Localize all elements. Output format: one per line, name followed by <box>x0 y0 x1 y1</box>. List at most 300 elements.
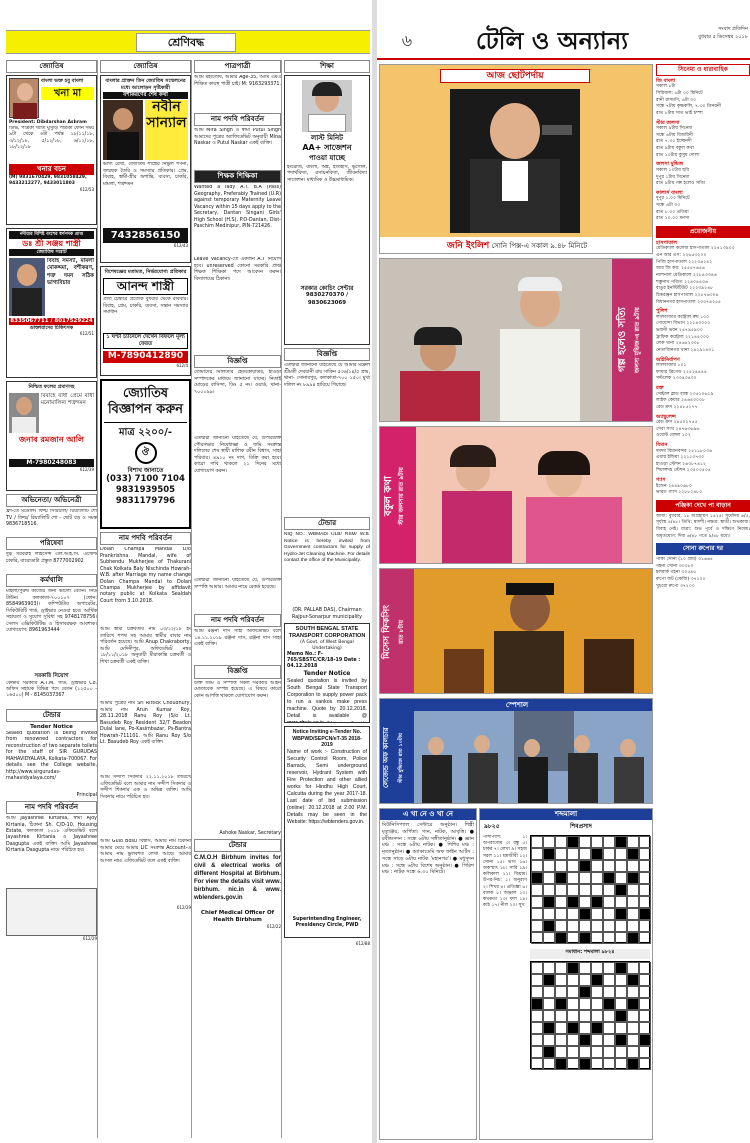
govt-jobs-text: কেন্দ্রীয় সরকারি A.T.M. গার্ড, ড্রাইভার Co. অফিস সহায়ক বিভিন্ন পদে বেতন (১২৫০০ - ১৬৫০০) M - 8145037367 <box>6 680 97 699</box>
crossword-cell <box>639 1046 651 1058</box>
section-name-change: নাম পদবি পরিবর্তন <box>6 801 97 814</box>
name-change-text-3: আমার পুত্রের নাম Sri Rittick Choudhury, আমার নাম Arun Kumar Roy, 28.11.2018 Ranu Roy (S/o Lt. Basudeb Roy Resident 32/7 Beadon Dulal lane, Po-Kasimbazar, Ps-Bantra Howrah-711101. আমি Ranu Roy S/o Lt. Basudeb Roy একই ব্যক্তি। <box>100 701 191 745</box>
crossword-cell <box>615 1022 627 1034</box>
crossword-cell[interactable] <box>615 896 627 908</box>
crossword-cell[interactable] <box>603 848 615 860</box>
police-heading: পুলিশ <box>656 308 668 315</box>
listing-line: হলমার্ক গহনা ৩০৫৪৫ <box>656 570 697 576</box>
movie-still-photo <box>450 89 580 233</box>
crossword-cell <box>591 1058 603 1070</box>
ad-phone-3: 9831179796 <box>115 495 176 506</box>
sbstc-title: SOUTH BENGAL STATE TRANSPORT CORPORATION <box>288 625 366 639</box>
crossword-block <box>543 896 555 908</box>
hospital-list <box>656 246 750 306</box>
crossword-cell <box>531 1022 543 1034</box>
crossword-cell[interactable] <box>579 848 591 860</box>
serial-still-photo <box>416 427 653 564</box>
ad-top: নদীয়ার বিশিষ্ট বংশের স্বর্ণপদক প্রাপ্ত <box>9 231 94 239</box>
crossword-cell[interactable] <box>639 932 651 944</box>
crossword-cell <box>603 1022 615 1034</box>
crossword-grid[interactable] <box>530 835 650 943</box>
crossword-setter: শিবপ্রসাদ <box>570 823 592 830</box>
crossword-cell[interactable] <box>555 908 567 920</box>
ad-phone: 7432856150 <box>103 228 188 243</box>
listing-line: সন্ধে ৬টা ৩০ <box>656 202 681 208</box>
crossword-block <box>531 872 543 884</box>
ad-footer: ১ ঘণ্টা চ্যানেলে দেখেন বিফলে মূল্য ফেরত <box>103 333 188 349</box>
tender-text: Sealed quotation is being invited from renowned contractors for reconstruction of two separate toilets for the staff of SIR GURUDAS MAHAVIDYALAYA, Kolkata-700067. For details see the College website, http://www.sirgurudas-mahavidyalaya.com/ <box>6 730 97 782</box>
listing-line: চিত্তরঞ্জন হাসপাতাল ২২৮৭৬৩০৬ <box>656 292 719 298</box>
pwd-title: Notice Inviting e-Tender No. WBPWD/SEPCN/eT-35 2018-2019 <box>292 728 362 749</box>
crossword-cell[interactable] <box>567 932 579 944</box>
crossword-cell <box>639 974 651 986</box>
crossword-cell[interactable] <box>543 932 555 944</box>
ekhane-okhane-box <box>379 808 477 1140</box>
panel-misesh-fixing <box>379 568 653 694</box>
crossword-cell <box>615 974 627 986</box>
crossword-block <box>543 920 555 932</box>
crossword-cell[interactable] <box>591 932 603 944</box>
crossword-cell <box>555 1022 567 1034</box>
panel-title: মিসেস ফিকসিং <box>382 604 392 660</box>
crossword-cell <box>567 1034 579 1046</box>
crossword-cell <box>531 1046 543 1058</box>
crossword-cell <box>591 1046 603 1058</box>
crossword-cell <box>639 1058 651 1070</box>
crossword-cell[interactable] <box>603 860 615 872</box>
crossword-block <box>567 896 579 908</box>
ad-title: বাংলা ভক্ত হবু বাংলা <box>41 78 84 85</box>
section-name-change: নাম পদবি পরিবর্তন <box>194 113 281 126</box>
crossword-cell <box>603 986 615 998</box>
panel-time: জলসা মুভিজ-এ রাত ৯টায় <box>634 307 641 373</box>
crossword-cell[interactable] <box>531 932 543 944</box>
listing-line: এন আর এস: ২২৬৫৩২০০ <box>656 252 707 258</box>
crossword-cell[interactable] <box>627 896 639 908</box>
listings-sidebar <box>656 62 750 1140</box>
crossword-cell[interactable] <box>555 884 567 896</box>
today-label: আজ ছোটপর্দায় <box>440 69 590 83</box>
listing-line: রাত ৮.৩০ প্রতিমা <box>656 209 689 215</box>
crossword-cell <box>591 1034 603 1046</box>
crossword-block <box>591 896 603 908</box>
panjika-text: আজ: বুধবার, ১৮ অগ্রহায়ণ ১৪২৫। সূর্যোদয় ৬/৫, সূর্যাস্ত ৪/৪৮। তিথি: দ্বাদশী। নক্ষত্র: স্বাতী। শুভকাজ: বিবাহ নেই। যাত্রা: শুভ পূর্বে ও দক্ষিণে নিষেধ। অমৃতযোগ: দিবা ৬/৪৮ গতে ৯/৪৮ মধ্যে। <box>656 513 750 539</box>
channel-name: স্টার জলসা <box>656 119 680 126</box>
ad-text: প্রতি চেম্বারে প্রত্যেক বুধবার থেকে রবিবার। বিবাহ, প্রেম, চাকরি, ব্যবসা, সন্তান সমস্যার সমাধান <box>103 297 188 316</box>
ad-code: 612/51 <box>79 331 94 337</box>
crossword-cell[interactable] <box>579 896 591 908</box>
sbstc-memo: Memo No.: F-765/SBSTC/CR/18-19 Date : 04.12.2018 <box>287 651 361 670</box>
crossword-title: শব্দমালা <box>480 809 652 820</box>
crossword-cell[interactable] <box>627 884 639 896</box>
crossword-cell <box>543 1010 555 1022</box>
panel-caption-bar <box>380 711 414 804</box>
crossword-cell[interactable] <box>531 836 543 848</box>
crossword-cell <box>531 1010 543 1022</box>
crossword-cell <box>627 1046 639 1058</box>
crossword-cell[interactable] <box>639 884 651 896</box>
ad-phone-1: (033) 7100 7104 <box>106 474 185 485</box>
useful-heading: প্রয়োজনীয় <box>656 226 750 238</box>
channel-name: কালার্স বাংলা <box>656 189 683 196</box>
listing-line: দুপুর ১টায় সিনেমা <box>656 174 690 180</box>
tender-title: Tender Notice <box>30 723 73 730</box>
gas-list <box>656 484 750 497</box>
crossword-cell[interactable] <box>603 896 615 908</box>
crossword-block <box>579 860 591 872</box>
crossword-block <box>627 974 639 986</box>
crossword-cell[interactable] <box>567 848 579 860</box>
crossword-cell[interactable] <box>627 836 639 848</box>
crossword-block <box>639 908 651 920</box>
crossword-cell <box>591 1010 603 1022</box>
tender-text: NIQ NO.: WBMAD/ ULB/ RSM/ W.B. Notice is hereby invited from Government contractors for supply of Hydro-Jet Cleaning Machine. For details contact the office of the Municipality. <box>284 532 370 564</box>
crossword-cell <box>543 962 555 974</box>
panel-time: স্টার জলসায় রাত ৯টায় <box>398 467 405 525</box>
crossword-block <box>579 986 591 998</box>
services-text: দুগ্ধ সরবরাহ লাইসেন্স এল.আই.সি. এজেন্ট চাকরি, বায়োডাটা প্রস্তুত 8777002902 <box>6 552 97 564</box>
crossword-cell[interactable] <box>591 908 603 920</box>
name-change-text-1: Dolan Champa Mandal D/o Prankrishna Mandal, wife of Subhendu Mukherjee of Thakurani Chak Kolkata Baly Nischinda Howrah-W.B. after Marriage my name change Dolan Champa Mandal to Dolan Champa Mukherjee by affidavit notary public at Kolkata Sealdah Court from 3.10.2018. <box>100 547 191 604</box>
ad-name-3: পাওয়া যাচ্ছে <box>308 153 346 162</box>
crossword-cell <box>603 1058 615 1070</box>
crossword-cell[interactable] <box>591 920 603 932</box>
crossword-block <box>591 1022 603 1034</box>
crossword-cell <box>591 998 603 1010</box>
ad-top: বিশেষজ্ঞের মতামত, নির্ভরযোগ্য প্রতিকার <box>104 269 187 276</box>
crossword-cell[interactable] <box>615 860 627 872</box>
gold-rate-list <box>656 557 750 590</box>
ad-phone-2: 9831939505 <box>115 485 176 496</box>
listing-line: বাঙুর ইনস্টিটিউট ২২২৩৯২৪৮ <box>656 286 714 292</box>
crossword-cell <box>639 1022 651 1034</box>
crossword-cell <box>603 1034 615 1046</box>
section-tender: টেন্ডার <box>194 839 281 852</box>
crossword-cell[interactable] <box>639 860 651 872</box>
crossword-cell <box>555 974 567 986</box>
portrait-photo <box>9 393 39 433</box>
fire-heading: অগ্নিনির্বাপণ <box>656 356 680 363</box>
crossword-cell <box>615 998 627 1010</box>
pwd-text: Name of work :- Construction of Security Control Room, Police Barrack, Semi underground reservoir, Hydrant System with Fire Protection and other allied works for Hindhu High Court, Calcutta during the year 2017-18. Last date of bid submission (online): 20.12.2018 at 2.00 P.M. Details may be seen in the Website: https://wbtenders.gov.in. <box>287 749 367 826</box>
crossword-cell[interactable] <box>567 908 579 920</box>
crossword-block <box>591 848 603 860</box>
firm-logo-icon: ঔ <box>135 442 157 464</box>
crossword-cell[interactable] <box>639 848 651 860</box>
listing-line: রাত ৮টায় সাত ভাই চম্পা <box>656 110 703 116</box>
panel-caption-bar <box>380 569 414 694</box>
classified-page <box>0 0 372 1143</box>
listing-line: সন্ধে ৭টায় কৃষ্ণকলি, ৭.৩০ ত্রিনয়নী <box>656 104 722 110</box>
crossword-cell[interactable] <box>531 920 543 932</box>
channel-listings <box>656 78 750 223</box>
crossword-cell[interactable] <box>603 884 615 896</box>
crossword-cell <box>543 1034 555 1046</box>
section-actors: অভিনেতা/ অভিনেত্রী <box>6 494 97 507</box>
crossword-cell[interactable] <box>531 884 543 896</box>
crossword-cell[interactable] <box>555 848 567 860</box>
ad-president: President: Dibdarshan Ashram <box>9 120 87 126</box>
crossword-cell <box>603 1046 615 1058</box>
crossword-block <box>579 1034 591 1046</box>
ad-text: ইংরেজি, বাংলা, অঙ্ক, ইতিহাস, ভূগোল, পদার্থবিদ্যা, রসায়নবিদ্যা, জীবনবিদ্যা সাজেশন। মাধ্যমিক ও উচ্চমাধ্যমিক। <box>287 164 367 183</box>
ad-top: নিশ্চিত ফলের প্রমাণসহ <box>28 384 75 391</box>
listing-line: লালবাজার কন্ট্রোল রুম ১০০ <box>656 314 710 320</box>
crossword-block <box>555 932 567 944</box>
name-change-text: আমি Jayashree Kirtania, স্বামী Ajoy Kirtania, ঠিকানা Sh. C/D-10, Housing Estate, কলকাতা ২০১৮ এফিডেভিট বলে Jayashree Kirtania ও Jayashree Dasgupta একই ব্যক্তি। আমি Jayashree Kirtania Dasgupta নামে পরিচিত হব। <box>6 816 97 854</box>
travel-list <box>656 449 750 476</box>
crossword-cell <box>555 986 567 998</box>
crossword-cell[interactable] <box>615 848 627 860</box>
crossword-cell[interactable] <box>639 872 651 884</box>
panel-golpo-holeo-satti <box>379 258 653 422</box>
panjika-heading: পঞ্জিকা দেখে পা বাড়ান <box>656 500 750 512</box>
crossword-block <box>579 932 591 944</box>
tender-sign: Principal <box>76 792 97 798</box>
crossword-cell[interactable] <box>627 860 639 872</box>
crossword-cell[interactable] <box>591 884 603 896</box>
crossword-cell[interactable] <box>579 920 591 932</box>
crossword-cell <box>543 998 555 1010</box>
listing-line: লেক থানা ২৪৬৪২৩০৮ <box>656 341 700 347</box>
channel-name: জলসা মুভিজ <box>656 161 684 168</box>
crossword-block <box>627 848 639 860</box>
portrait-photo <box>103 100 143 160</box>
ad-phone: M-7980248083 <box>9 459 94 467</box>
crossword-cell[interactable] <box>531 860 543 872</box>
crossword-cell[interactable] <box>543 908 555 920</box>
crossword-cell[interactable] <box>555 836 567 848</box>
crossword-cell <box>543 1058 555 1070</box>
name-change-text-2: আমি রঞ্জনা দাস সাহা অফিডেভিট বলে ১৪.১১.২০১৮ রঞ্জনা দাস, রঞ্জনা দাস সাহা একই ব্যক্তি। <box>194 629 281 648</box>
ad-name: ডঃ শ্রী সঞ্জয় শাস্ত্রী <box>22 238 81 248</box>
crossword-cell[interactable] <box>627 908 639 920</box>
panel-time: স্টার মুভিজে রাত ১০টায় <box>398 733 404 783</box>
crossword-cell[interactable] <box>615 932 627 944</box>
listing-line: লালবাজার ১০১ <box>656 363 687 369</box>
crossword-cell[interactable] <box>639 836 651 848</box>
crossword-cell <box>591 986 603 998</box>
crossword-cell[interactable] <box>603 908 615 920</box>
listing-line: রানী রাসমণি, ৬টা ৩০ <box>656 97 697 103</box>
crossword-cell[interactable] <box>543 884 555 896</box>
crossword-cell[interactable] <box>543 836 555 848</box>
ad-code: 612/4 <box>176 363 188 369</box>
panel-time: সোনি পিক্স-এ সকাল ৯.৪৮ মিনিটে <box>491 242 588 250</box>
col4-code: 612/88 <box>355 940 370 946</box>
ekhane-title: এ খা নে ও খা নে <box>380 809 476 820</box>
crossword-cell <box>579 1022 591 1034</box>
crossword-cell <box>531 1034 543 1046</box>
crossword-block <box>603 872 615 884</box>
hospital-heading: হাসপাতাল <box>656 239 678 246</box>
crossword-cell[interactable] <box>531 848 543 860</box>
ad-jyotish-advert <box>100 379 191 529</box>
crossword-block <box>543 1046 555 1058</box>
listing-line: হাওড়া স্টেশন ২৬৩৮৭৪১২ <box>656 461 707 467</box>
teacher-text-2: Leave Vacancy-তে একজন A.T নিয়োগ হবে। unreserved কোনো সরকারি প্রাপ্ত শিক্ষক শিক্ষিকা পদে আবেদন করুন। বিদ্যালয়ের ঠিকানা। <box>194 257 281 282</box>
ad-footer: খনার বচন <box>9 164 94 175</box>
ad-name-2: AA+ সাজেশন <box>302 143 352 153</box>
section-jobs: কর্মখালি <box>6 574 97 587</box>
serial-still-photo <box>414 569 653 694</box>
listing-line: রুপো বাট (কেজি) ৩৭১০০ <box>656 577 706 583</box>
crossword-cell <box>531 1058 543 1070</box>
crossword-cell[interactable] <box>591 836 603 848</box>
name-change-text-2: আমি স্বামী চক্রবর্তীর নাম ০৩/১২/১৮ ইং তারিখে শপথ সহ আমার স্বামীর বাবার নাম পরিবর্তন হয়েছে। আমি Anup Chakraborty, আমি মেদিনীপুর, অফিডেভিট নম্বর ১৮/১১/২০১৮ অনুযায়ী মীরাকান্তি চক্রবর্তী ও শিখা চক্রবর্তী একই ব্যক্তি। <box>100 627 191 665</box>
section-notice: বিজ্ঞপ্তি <box>284 348 370 361</box>
crossword-cell <box>555 1034 567 1046</box>
crossword-block <box>543 974 555 986</box>
crossword-cell[interactable] <box>543 872 555 884</box>
crossword-cell <box>615 986 627 998</box>
ekhane-text: মিউনিসিপ্যাল সেন্টারে অনুষ্ঠান। শিল্পী মৃত্যুঞ্জয়, অর্পিতা। গান, নাটক, আবৃত্তি। ● রবীন্দ্রসদন : সন্ধে ৬টায় সঙ্গীতানুষ্ঠান। ● জ্ঞান মঞ্চ : সন্ধে ৬টায় নাটক। ● শিশির মঞ্চ : নৃত্যানুষ্ঠান। ● অ্যাকাডেমি অফ ফাইন আর্টস : সন্ধে সাড়ে ৬টায় নাটক 'মহানগর'। ● মধুসূদন মঞ্চ : সন্ধে ৬টায় বিশেষ অনুষ্ঠান। ● গিরিশ মঞ্চ : নাটক সন্ধে ৬.৩০ মিনিটে। <box>382 822 474 876</box>
ad-top: বাংলার প্রাক্তন তিন জ্যোতিষ সম্মেলনের মধ্যে আলোড়ন সৃষ্টিকারী <box>105 78 186 91</box>
sbstc-sign <box>287 722 367 723</box>
crossword-cell <box>627 1022 639 1034</box>
panel-title: জনি ইংলিশ <box>446 241 490 251</box>
name-change-text-5: আমি Gulo Bosu বিশ্বাস, আমার নাম ঠিকানা আমার মেয়ে আমার LIC সংক্রান্ত Account-এ আমার নাম ভুলবশত লেখা আছে। আমার আসল নাম। এফিডেভিট বলে একই ব্যক্তি। <box>100 839 191 864</box>
crossword-cell[interactable] <box>603 932 615 944</box>
ad-nabin-sanyal <box>100 75 191 263</box>
notice-text-1: তোমাদের মিলিটারি হেডকোয়ার্টার, হাওড়া সম্পাদকের মাধ্যমে জানানো যাচ্ছে। নিতাই মোড়ের বাসিন্দা, ডিঃ ৫ নং। ওয়ার্ড, থানা- ৭০০০৯৯। <box>194 370 281 395</box>
crossword-cell[interactable] <box>531 908 543 920</box>
crossword-cell <box>639 986 651 998</box>
ad-price: মাত্র ২২০০/- <box>118 426 173 438</box>
listing-line: খুচরো রুপো ৩৭২০০ <box>656 583 695 589</box>
listing-line: গোয়েন্দা বিভাগ ২২১৪৩০০০ <box>656 321 711 327</box>
panel-title: বকুল কথা <box>383 476 394 516</box>
notice-sign: Ashoke Naskar, Secretary <box>219 830 281 836</box>
ad-text: বিবাহে বাধা প্রেমে বাধা মনোমালিন্য শত্রুদমন <box>41 392 94 407</box>
sbstc-notice-title: Tender Notice <box>303 670 351 678</box>
crossword-cell <box>579 962 591 974</box>
ad-footer: ডাক্তারাদের চিকিৎসক <box>29 324 74 331</box>
ad-name: আনন্দ শাস্ত্রী <box>103 278 188 296</box>
crossword-cell[interactable] <box>591 872 603 884</box>
tele-header <box>377 22 750 60</box>
crossword-cell[interactable] <box>627 920 639 932</box>
blood-list <box>656 392 750 412</box>
crossword-cell[interactable] <box>579 884 591 896</box>
panel-title: লেজেন্ড অফ কালচার <box>382 727 390 789</box>
ad-coaching <box>284 75 370 345</box>
section-teachers: শিক্ষক শিক্ষিকা <box>194 170 281 183</box>
crossword-cell[interactable] <box>603 920 615 932</box>
crossword-cell[interactable] <box>543 860 555 872</box>
ad-sign: সরকার কোচিং সেন্টার <box>300 284 354 292</box>
panel-bokul-kotha <box>379 426 653 564</box>
crossword-cell[interactable] <box>555 860 567 872</box>
listing-line: সকাল ৯টায় সিনেমা <box>656 126 693 132</box>
col2-code: 612/29 <box>176 905 191 911</box>
section-astrology: জ্যোতিষ <box>100 60 191 73</box>
ambulance-heading: অ্যাম্বুলেন্স <box>656 413 676 420</box>
portrait-photo <box>9 78 39 118</box>
crossword-cell <box>567 1010 579 1022</box>
crossword-cell[interactable] <box>579 872 591 884</box>
crossword-cell[interactable] <box>639 896 651 908</box>
crossword-cell <box>627 1034 639 1046</box>
listing-line: রেড ক্রস ২২৪৮৫২৭৭ <box>656 404 698 410</box>
ad-phone: (M) 9831670429, 9831058429, 9433212277, 9433011803 <box>9 175 87 186</box>
crossword-cell[interactable] <box>639 920 651 932</box>
section-matrimony: পাত্রপাত্রী <box>194 60 281 73</box>
pwd-sign: Superintending Engineer, Presidency Circle, PWD <box>292 917 362 929</box>
ad-khona-ma <box>6 75 97 225</box>
listing-line: রেড ক্রস ২৪৫০২৭৫৫ <box>656 420 698 426</box>
crossword-cell <box>627 1010 639 1022</box>
crossword-cell <box>627 962 639 974</box>
crossword-cell[interactable] <box>615 872 627 884</box>
crossword-cell[interactable] <box>603 836 615 848</box>
crossword-cell <box>543 986 555 998</box>
crossword-cell <box>627 986 639 998</box>
crossword-block <box>579 1058 591 1070</box>
ad-code: 612/39 <box>79 466 94 472</box>
section-name-change-2: নাম পদবি পরিবর্তন <box>194 614 281 627</box>
crossword-block <box>615 908 627 920</box>
crossword-cell[interactable] <box>555 896 567 908</box>
crossword-cell[interactable] <box>567 920 579 932</box>
crossword-cell <box>567 986 579 998</box>
listing-line: রাত ৭.৩০ ইচ্ছেনদী <box>656 139 692 145</box>
crossword-cell[interactable] <box>555 920 567 932</box>
fire-list <box>656 363 750 383</box>
crossword-cell[interactable] <box>591 860 603 872</box>
cinema-heading: সিনেমা ও ধারাবাহিক <box>656 64 750 76</box>
section-astrology: জ্যোতিষ <box>6 60 97 73</box>
listing-line: লাইফ কেয়ার ২৪৬৪৩০০৮ <box>656 398 705 404</box>
panel-caption-bar <box>612 259 653 422</box>
crossword-cell[interactable] <box>567 860 579 872</box>
crossword-cell[interactable] <box>531 896 543 908</box>
notice-text-3: এতদ্বারা জানানো যাইতেছে যে, উপরিউক্ত সম্পত্তি আমার। আমার নামে রেকর্ড হয়েছে। <box>194 578 281 590</box>
ad-name: নবীন সান্যাল <box>145 100 188 160</box>
notice-text-4: উক্ত জমি ও সম্পত্তি সকল সরকারি আইন মোতাবেক সম্পন্ন হয়েছে। এ বিষয়ে কারো কোন আপত্তি থাকলে যোগাযোগ করুন। <box>194 680 281 699</box>
listing-line: মেডিক্যাল কলেজ হাসপাতাল ২২৪১৩৯০০ <box>656 246 735 252</box>
tender-sign: Chief Medical Officer Of Health Birbhum <box>200 909 275 924</box>
tender-text: C.M.O.H Birbhum invites for civil & electrical works of different Hospital at Birbhum. For view the details visit www. birbhum. nic.in & www. wblenders.gov.in <box>194 854 281 902</box>
panel-time: রাত ৮টায় <box>398 619 405 645</box>
masthead-date <box>668 26 748 41</box>
police-list <box>656 315 750 355</box>
crossword-cell <box>615 1058 627 1070</box>
listing-line: আর জি কর: ২৫৫৫৭৬৫৬ <box>656 266 705 272</box>
crossword-cell[interactable] <box>567 872 579 884</box>
crossword-solution-grid <box>530 961 650 1069</box>
crossword-cell <box>639 962 651 974</box>
crossword-cell[interactable] <box>579 836 591 848</box>
page-number: ৬ <box>401 31 413 50</box>
sbstc-sub: (A Govt. of West Bengal Undertaking) <box>300 640 354 651</box>
crossword-cell[interactable] <box>567 884 579 896</box>
crossword-cell[interactable] <box>615 920 627 932</box>
listing-line: রাত ১০টায় কুসুম দোলা <box>656 152 700 158</box>
ad-sbstc <box>284 623 370 723</box>
panel-johnny-english <box>379 64 653 254</box>
travel-heading: বিমান <box>656 442 668 448</box>
crossword-cell <box>603 1010 615 1022</box>
gold-heading: সোনা রুপোর দর <box>656 543 750 555</box>
listing-line: রাত ৯টায় বকুল কথা <box>656 146 694 152</box>
listing-line: শম্ভুনাথ পণ্ডিত ২২৪০৪৪৩৬ <box>656 279 708 285</box>
actors-text: ফ্রী-তে মডেলিং ফিল্ম সিরিয়াল/ রিয়্যালিটি শো TV / ফিল্ম/ রিয়্যালিটি শো - ছোট বড় ও সমস্ত 9836718516. <box>6 509 97 528</box>
ad-sanjay-shastri <box>6 228 97 378</box>
listing-line: সকাল ১০টায় ছবি <box>656 167 690 173</box>
ad-name: জনাব রমজান আলি <box>19 434 84 444</box>
matrimony-text: আমি মহীতোষ, আমার Age-35, আমি এমএ শিক্ষিত কায়স্থ পাত্রী চাই। M: 9163293371. <box>194 75 281 87</box>
